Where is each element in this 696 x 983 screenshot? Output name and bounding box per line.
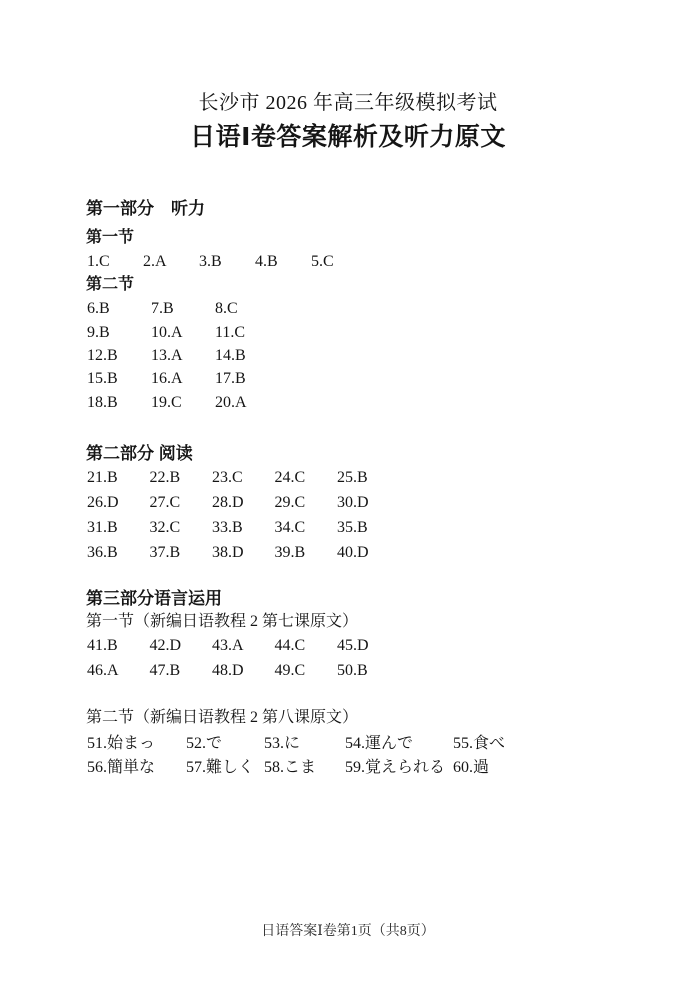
answer-row bbox=[87, 301, 238, 317]
answer-cell: 51.始まっ bbox=[87, 735, 156, 752]
answer-cell: 7.B bbox=[151, 300, 174, 317]
answer-cell: 34.C bbox=[274, 519, 306, 536]
answer-cell: 13.A bbox=[151, 347, 183, 364]
answer-cell: 40.D bbox=[337, 544, 369, 561]
part3-heading: 第三部分语言运用 bbox=[86, 589, 222, 608]
answer-cell: 17.B bbox=[215, 370, 246, 387]
part2-heading: 第二部分 阅读 bbox=[86, 444, 193, 463]
answer-cell: 52.で bbox=[186, 735, 223, 752]
answer-row bbox=[87, 736, 505, 752]
answer-cell: 14.B bbox=[215, 347, 246, 364]
answer-cell: 27.C bbox=[149, 494, 181, 511]
answer-row bbox=[87, 495, 369, 511]
answer-cell: 50.B bbox=[337, 662, 368, 679]
answer-cell: 55.食べ bbox=[453, 735, 506, 752]
answer-row bbox=[87, 325, 245, 341]
answer-cell: 20.A bbox=[215, 394, 247, 411]
answer-cell: 38.D bbox=[212, 544, 244, 561]
answer-cell: 60.過 bbox=[453, 759, 490, 776]
answer-cell: 26.D bbox=[87, 494, 119, 511]
part1-section2-label: 第二节 bbox=[86, 276, 135, 293]
answer-cell: 57.難しく bbox=[186, 759, 255, 776]
answer-cell: 45.D bbox=[337, 637, 369, 654]
part3-section2-label: 第二节（新编日语教程 2 第八课原文） bbox=[86, 709, 359, 726]
answer-cell: 41.B bbox=[87, 637, 118, 654]
answer-cell: 16.A bbox=[151, 370, 183, 387]
answer-cell: 8.C bbox=[215, 300, 238, 317]
answer-row bbox=[87, 254, 334, 270]
answer-cell: 37.B bbox=[149, 544, 181, 561]
answer-cell: 56.簡単な bbox=[87, 759, 156, 776]
answer-cell: 36.B bbox=[87, 544, 118, 561]
answer-cell: 28.D bbox=[212, 494, 244, 511]
answer-cell: 43.A bbox=[212, 637, 244, 654]
part1-heading: 第一部分 听力 bbox=[86, 199, 205, 218]
part1-section1-label: 第一节 bbox=[86, 229, 135, 246]
answer-cell: 44.C bbox=[274, 637, 306, 654]
answer-cell: 19.C bbox=[151, 394, 182, 411]
answer-cell: 5.C bbox=[311, 253, 334, 270]
answer-cell: 9.B bbox=[87, 324, 110, 341]
answer-row bbox=[87, 638, 369, 654]
answer-row bbox=[87, 470, 368, 486]
answer-cell: 59.覚えられる bbox=[345, 759, 446, 776]
answer-cell: 39.B bbox=[274, 544, 306, 561]
answer-cell: 6.B bbox=[87, 300, 110, 317]
answer-row bbox=[87, 520, 368, 536]
answer-cell: 30.D bbox=[337, 494, 369, 511]
answer-cell: 24.C bbox=[274, 469, 306, 486]
answer-cell: 21.B bbox=[87, 469, 118, 486]
answer-cell: 46.A bbox=[87, 662, 119, 679]
answer-cell: 49.C bbox=[274, 662, 306, 679]
answer-cell: 58.こま bbox=[264, 759, 317, 776]
answer-cell: 35.B bbox=[337, 519, 368, 536]
answer-cell: 29.C bbox=[274, 494, 306, 511]
page-footer: 日语答案Ⅰ卷第1页（共8页） bbox=[261, 924, 435, 939]
answer-cell: 54.運んで bbox=[345, 735, 414, 752]
answer-cell: 33.B bbox=[212, 519, 243, 536]
answer-cell: 48.D bbox=[212, 662, 244, 679]
answer-cell: 32.C bbox=[149, 519, 181, 536]
answer-cell: 15.B bbox=[87, 370, 118, 387]
answer-cell: 23.C bbox=[212, 469, 243, 486]
answer-row bbox=[87, 663, 368, 679]
answer-cell: 18.B bbox=[87, 394, 118, 411]
answer-cell: 31.B bbox=[87, 519, 118, 536]
answer-cell: 42.D bbox=[149, 637, 182, 654]
answer-cell: 11.C bbox=[215, 324, 246, 341]
answer-cell: 53.に bbox=[264, 735, 301, 752]
answer-cell: 22.B bbox=[149, 469, 181, 486]
answer-cell: 10.A bbox=[151, 324, 183, 341]
answer-cell: 47.B bbox=[149, 662, 181, 679]
answer-cell: 25.B bbox=[337, 469, 368, 486]
answer-cell: 1.C bbox=[87, 253, 110, 270]
answer-cell: 4.B bbox=[255, 253, 278, 270]
part3-section1-label: 第一节（新编日语教程 2 第七课原文） bbox=[86, 613, 359, 630]
answer-row bbox=[87, 545, 369, 561]
answer-row bbox=[87, 395, 247, 411]
exam-title: 长沙市 2026 年高三年级模拟考试 bbox=[198, 92, 498, 114]
answer-cell: 2.A bbox=[143, 253, 167, 270]
answer-row bbox=[87, 371, 246, 387]
answer-row bbox=[87, 348, 246, 364]
paper-subtitle: 日语Ⅰ卷答案解析及听力原文 bbox=[190, 123, 506, 151]
answer-cell: 12.B bbox=[87, 347, 118, 364]
answer-cell: 3.B bbox=[199, 253, 222, 270]
answer-row bbox=[87, 760, 489, 776]
